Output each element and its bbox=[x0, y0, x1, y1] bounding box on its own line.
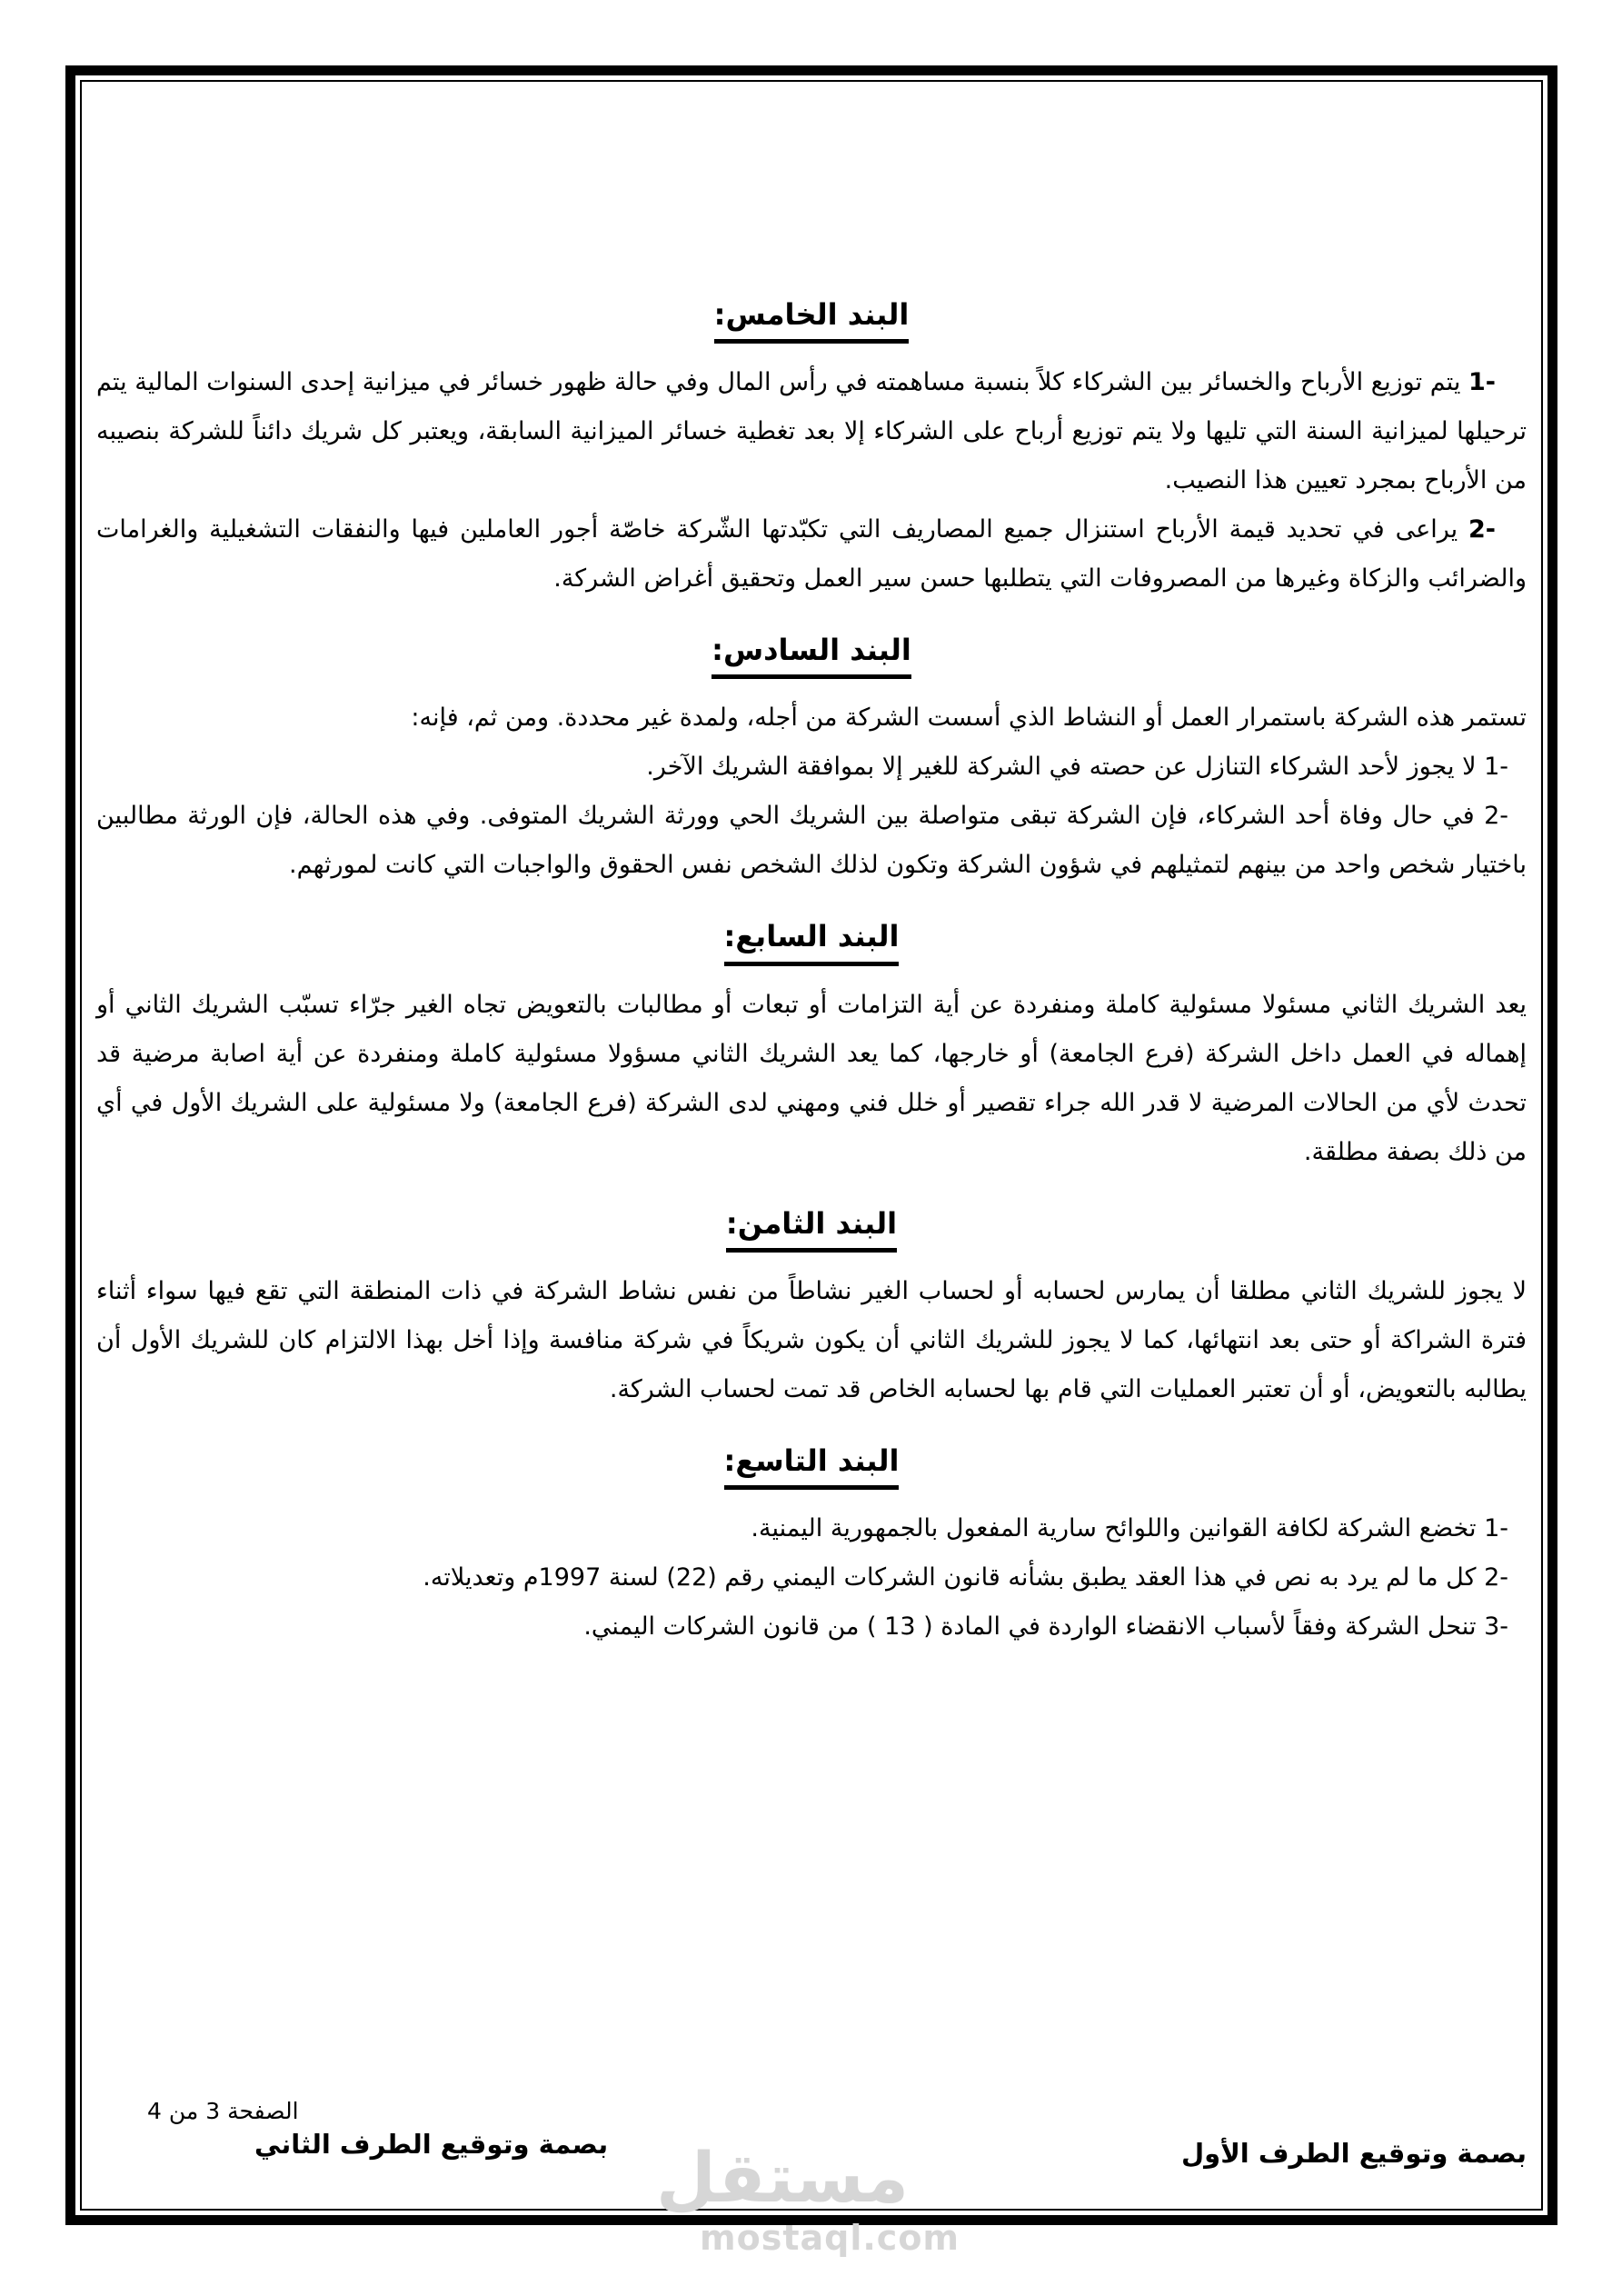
clause-nine-item-2 bbox=[96, 1553, 1527, 1602]
item-text: كل ما لم يرد به نص في هذا العقد يطبق بشأنه قانون الشركات اليمني رقم (22) لسنة 1997م وتعديلاته. bbox=[423, 1562, 1477, 1592]
page-number: الصفحة 3 من 4 bbox=[147, 2098, 299, 2124]
clause-five-item-2 bbox=[96, 505, 1527, 604]
signature-first-party-label: بصمة وتوقيع الطرف الأول bbox=[1181, 2138, 1527, 2169]
item-number: 3- bbox=[1484, 1612, 1508, 1641]
item-number: 2- bbox=[1468, 515, 1496, 544]
item-number: 2- bbox=[1484, 1562, 1508, 1592]
watermark-domain: mostaql.com bbox=[700, 2218, 960, 2258]
clause-seven-title-text: البند السابع: bbox=[724, 917, 900, 965]
clause-nine-title bbox=[96, 1442, 1527, 1490]
page-border-inner bbox=[80, 80, 1543, 2218]
clause-seven-section bbox=[96, 917, 1527, 1176]
item-text: تنحل الشركة وفقاً لأسباب الانقضاء الواردة في المادة ( 13 ) من قانون الشركات اليمني. bbox=[583, 1612, 1477, 1641]
clause-five-title bbox=[96, 295, 1527, 344]
clause-six-item-1 bbox=[96, 743, 1527, 792]
item-number: 1- bbox=[1468, 368, 1496, 397]
clause-eight-body: لا يجوز للشريك الثاني مطلقا أن يمارس لحسابه أو لحساب الغير نشاطاً من نفس نشاط الشركة في ذات المنطقة التي تقع فيها سواء أثناء فترة الشراكة أو حتى بعد انتهائها، كما لا يجوز للشريك الثاني أن يكون شريكاً في شركة منافسة وإذا أخل بهذا الالتزام كان للشريك الأول أن يطالبه بالتعويض، أو أن تعتبر العمليات التي قام بها لحسابه الخاص قد تمت لحساب الشركة. bbox=[96, 1276, 1527, 1403]
item-text: تخضع الشركة لكافة القوانين واللوائح سارية المفعول بالجمهورية اليمنية. bbox=[751, 1513, 1477, 1542]
clause-nine-title-text: البند التاسع: bbox=[724, 1442, 900, 1490]
contract-body bbox=[96, 295, 1527, 1652]
item-text: يتم توزيع الأرباح والخسائر بين الشركاء كلاً بنسبة مساهمته في رأس المال وفي حالة ظهور خسائر في ميزانية إحدى السنوات المالية يتم ترحيلها لميزانية السنة التي تليها ولا يتم توزيع أرباح على الشركاء إلا بعد تغطية خسائر الميزانية السابقة، ويعتبر كل شريك دائناً للشركة بنصيبه من الأرباح بمجرد تعيين هذا النصيب. bbox=[96, 368, 1527, 495]
clause-five-title-text: البند الخامس: bbox=[714, 295, 910, 344]
clause-eight-title-text: البند الثامن: bbox=[726, 1204, 897, 1253]
clause-six-title bbox=[96, 631, 1527, 679]
clause-five-section bbox=[96, 295, 1527, 604]
clause-six-item-2 bbox=[96, 792, 1527, 890]
page-border-frame bbox=[65, 65, 1557, 2225]
clause-seven-title bbox=[96, 917, 1527, 965]
item-text: لا يجوز لأحد الشركاء التنازل عن حصته في الشركة للغير إلا بموافقة الشريك الآخر. bbox=[646, 753, 1477, 782]
clause-nine-item-1 bbox=[96, 1504, 1527, 1553]
signature-second-party-label: بصمة وتوقيع الطرف الثاني bbox=[254, 2129, 609, 2160]
item-text: يراعى في تحديد قيمة الأرباح استنزال جميع المصاريف التي تكبّدتها الشّركة خاصّة أجور العاملين فيها والنفقات التشغيلية والغرامات والضرائب والزكاة وغيرها من المصروفات التي يتطلبها حسن سير العمل وتحقيق أغراض الشركة. bbox=[96, 515, 1527, 594]
item-number: 1- bbox=[1484, 1513, 1508, 1542]
clause-eight-section bbox=[96, 1204, 1527, 1414]
item-number: 1- bbox=[1484, 753, 1508, 782]
item-text: في حال وفاة أحد الشركاء، فإن الشركة تبقى متواصلة بين الشريك الحي وورثة الشريك المتوفى. وفي هذه الحالة، فإن الورثة مطالبين باختيار شخص واحد من بينهم لتمثيلهم في شؤون الشركة وتكون لذلك الشخص نفس الحقوق والواجبات التي كانت لمورثهم. bbox=[96, 802, 1527, 880]
clause-seven-body: يعد الشريك الثاني مسئولا مسئولية كاملة ومنفردة عن أية التزامات أو تبعات أو مطالبات بالتعويض تجاه الغير جرّاء تسبّب الشريك الثاني أو إهماله في العمل داخل الشركة (فرع الجامعة) أو خارجها، كما يعد الشريك الثاني مسؤولا مسئولية كاملة ومنفردة عن أية اصابة مرضية قد تحدث لأي من الحالات المرضية لا قدر الله جراء تقصير أو خلل فني ومهني لدى الشركة (فرع الجامعة) ولا مسئولية على الشريك الأول في أي من ذلك بصفة مطلقة. bbox=[96, 990, 1527, 1166]
watermark-logo: مستقل bbox=[656, 2137, 909, 2218]
clause-nine-section bbox=[96, 1442, 1527, 1652]
clause-nine-item-3 bbox=[96, 1602, 1527, 1652]
clause-six-section bbox=[96, 631, 1527, 890]
clause-six-intro: تستمر هذه الشركة باستمرار العمل أو النشاط الذي أسست الشركة من أجله، ولمدة غير محددة. ومن ثم، فإنه: bbox=[411, 704, 1527, 733]
clause-eight-title bbox=[96, 1204, 1527, 1253]
clause-six-title-text: البند السادس: bbox=[711, 631, 911, 679]
item-number: 2- bbox=[1484, 802, 1508, 831]
clause-five-item-1 bbox=[96, 358, 1527, 505]
